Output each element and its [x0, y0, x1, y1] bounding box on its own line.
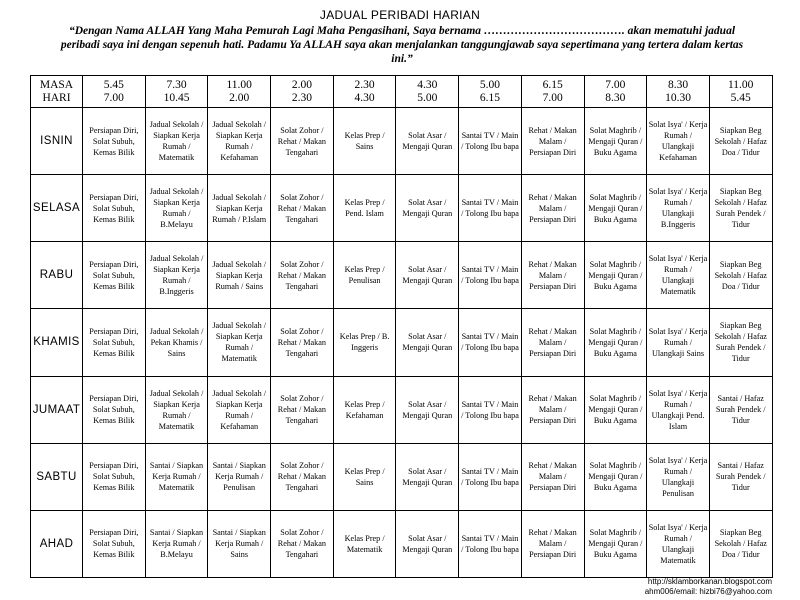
- activity-cell: Rehat / Makan Malam / Persiapan Diri: [521, 175, 584, 242]
- activity-cell: Solat Maghrib / Mengaji Quran / Buku Agama: [584, 242, 647, 309]
- page-title: JADUAL PERIBADI HARIAN: [319, 8, 481, 22]
- activity-cell: Solat Zohor / Rehat / Makan Tengahari: [271, 443, 334, 510]
- time-end: 5.45: [730, 91, 751, 104]
- time-start: 2.30: [354, 78, 375, 91]
- activity-cell: Kelas Prep / Sains: [333, 443, 396, 510]
- activity-cell: Siapkan Beg Sekolah / Hafaz Surah Pendek / Tidur: [709, 175, 772, 242]
- activity-cell: Santai TV / Main / Tolong Ibu bapa: [459, 443, 522, 510]
- time-end: 5.00: [417, 91, 438, 104]
- activity-cell: Solat Maghrib / Mengaji Quran / Buku Agama: [584, 376, 647, 443]
- time-end: 8.30: [605, 91, 626, 104]
- activity-cell: Santai TV / Main / Tolong Ibu bapa: [459, 510, 522, 577]
- schedule-body: [31, 108, 773, 578]
- activity-cell: Jadual Sekolah / Siapkan Kerja Rumah / Kefahaman: [208, 108, 271, 175]
- activity-cell: Solat Maghrib / Mengaji Quran / Buku Agama: [584, 108, 647, 175]
- activity-cell: Santai TV / Main / Tolong Ibu bapa: [459, 108, 522, 175]
- time-slot-header: [521, 76, 584, 108]
- day-label: KHAMIS: [31, 309, 83, 376]
- activity-cell: Jadual Sekolah / Siapkan Kerja Rumah / B.Inggeris: [145, 242, 208, 309]
- time-slot-header: [459, 76, 522, 108]
- footer-email: ahm006/email: hizbi76@yahoo.com: [644, 586, 772, 596]
- day-row: [31, 443, 773, 510]
- activity-cell: Rehat / Makan Malam / Persiapan Diri: [521, 309, 584, 376]
- activity-cell: Solat Isya' / Kerja Rumah / Ulangkaji Sains: [647, 309, 710, 376]
- time-start: 8.30: [667, 78, 689, 91]
- activity-cell: Solat Asar / Mengaji Quran: [396, 108, 459, 175]
- activity-cell: Santai TV / Main / Tolong Ibu bapa: [459, 175, 522, 242]
- time-start: 4.30: [417, 78, 438, 91]
- activity-cell: Persiapan Diri, Solat Subuh, Kemas Bilik: [83, 443, 146, 510]
- activity-cell: Santai TV / Main / Tolong Ibu bapa: [459, 376, 522, 443]
- activity-cell: Solat Zohor / Rehat / Makan Tengahari: [271, 242, 334, 309]
- activity-cell: Solat Zohor / Rehat / Makan Tengahari: [271, 510, 334, 577]
- activity-cell: Santai / Hafaz Surah Pendek / Tidur: [709, 443, 772, 510]
- activity-cell: Kelas Prep / Matematik: [333, 510, 396, 577]
- activity-cell: Solat Isya' / Kerja Rumah / Ulangkaji Pend. Islam: [647, 376, 710, 443]
- activity-cell: Rehat / Makan Malam / Persiapan Diri: [521, 242, 584, 309]
- activity-cell: Jadual Sekolah / Pekan Khamis / Sains: [145, 309, 208, 376]
- day-label: RABU: [31, 242, 83, 309]
- time-end: 2.30: [291, 91, 312, 104]
- day-row: [31, 376, 773, 443]
- activity-cell: Santai / Siapkan Kerja Rumah / Sains: [208, 510, 271, 577]
- day-label: ISNIN: [31, 108, 83, 175]
- schedule-table: [30, 75, 773, 578]
- activity-cell: Jadual Sekolah / Siapkan Kerja Rumah / Matematik: [145, 376, 208, 443]
- activity-cell: Solat Asar / Mengaji Quran: [396, 510, 459, 577]
- activity-cell: Solat Isya' / Kerja Rumah / Ulangkaji Matematik: [647, 510, 710, 577]
- activity-cell: Siapkan Beg Sekolah / Hafaz Doa / Tidur: [709, 510, 772, 577]
- time-slot-header: [145, 76, 208, 108]
- activity-cell: Santai / Siapkan Kerja Rumah / B.Melayu: [145, 510, 208, 577]
- activity-cell: Solat Isya' / Kerja Rumah / Ulangkaji B.Inggeris: [647, 175, 710, 242]
- activity-cell: Jadual Sekolah / Siapkan Kerja Rumah / P.Islam: [208, 175, 271, 242]
- activity-cell: Jadual Sekolah / Siapkan Kerja Rumah / Matematik: [145, 108, 208, 175]
- time-slot-header: [584, 76, 647, 108]
- time-end: 7.00: [103, 91, 124, 104]
- time-end: 7.00: [542, 91, 563, 104]
- footer: [645, 577, 772, 596]
- activity-cell: Solat Zohor / Rehat / Makan Tengahari: [271, 108, 334, 175]
- activity-cell: Solat Asar / Mengaji Quran: [396, 376, 459, 443]
- activity-cell: Solat Zohor / Rehat / Makan Tengahari: [271, 376, 334, 443]
- activity-cell: Siapkan Beg Sekolah / Hafaz Surah Pendek / Tidur: [709, 309, 772, 376]
- time-end: 6.15: [479, 91, 501, 104]
- time-start: 2.00: [291, 78, 312, 91]
- day-label: SELASA: [31, 175, 83, 242]
- activity-cell: Santai TV / Main / Tolong Ibu bapa: [459, 242, 522, 309]
- activity-cell: Persiapan Diri, Solat Subuh, Kemas Bilik: [83, 510, 146, 577]
- time-slot-header: [333, 76, 396, 108]
- time-start: 11.00: [226, 78, 252, 91]
- activity-cell: Rehat / Makan Malam / Persiapan Diri: [521, 376, 584, 443]
- time-start: 7.00: [605, 78, 626, 91]
- activity-cell: Solat Maghrib / Mengaji Quran / Buku Agama: [584, 443, 647, 510]
- activity-cell: Jadual Sekolah / Siapkan Kerja Rumah / Sains: [208, 242, 271, 309]
- activity-cell: Kelas Prep / B. Inggeris: [333, 309, 396, 376]
- time-start: 11.00: [727, 78, 754, 91]
- time-start: 5.45: [103, 78, 124, 91]
- activity-cell: Solat Isya' / Kerja Rumah / Ulangkaji Matematik: [647, 242, 710, 309]
- time-end: 2.00: [229, 91, 250, 104]
- activity-cell: Jadual Sekolah / Siapkan Kerja Rumah / B.Melayu: [145, 175, 208, 242]
- hari-label: HARI: [42, 91, 71, 104]
- pledge-text: “Dengan Nama ALLAH Yang Maha Pemurah Lagi Maha Pengasihani, Saya bernama ………………………………. akan mematuhi jadual peribadi saya ini dengan sepenuh hati. Padamu Ya ALLAH saya akan menjalankan tanggungjawab saya sepertimana yang tertera dalam kertas ini.”: [60, 25, 744, 65]
- masa-label: MASA: [39, 78, 74, 91]
- activity-cell: Solat Zohor / Rehat / Makan Tengahari: [271, 175, 334, 242]
- activity-cell: Kelas Prep / Pend. Islam: [333, 175, 396, 242]
- activity-cell: Solat Zohor / Rehat / Makan Tengahari: [271, 309, 334, 376]
- day-row: [31, 175, 773, 242]
- activity-cell: Rehat / Makan Malam / Persiapan Diri: [521, 108, 584, 175]
- activity-cell: Persiapan Diri, Solat Subuh, Kemas Bilik: [83, 309, 146, 376]
- footer-blog-url: http://sklamborkanan.blogspot.com: [647, 577, 772, 586]
- time-start: 6.15: [542, 78, 563, 91]
- activity-cell: Persiapan Diri, Solat Subuh, Kemas Bilik: [83, 108, 146, 175]
- day-row: [31, 510, 773, 577]
- activity-cell: Solat Maghrib / Mengaji Quran / Buku Agama: [584, 175, 647, 242]
- time-slot-header: [83, 76, 146, 108]
- day-row: [31, 242, 773, 309]
- activity-cell: Solat Maghrib / Mengaji Quran / Buku Agama: [584, 309, 647, 376]
- activity-cell: Santai TV / Main / Tolong Ibu bapa: [459, 309, 522, 376]
- day-label: SABTU: [31, 443, 83, 510]
- activity-cell: Solat Isya' / Kerja Rumah / Ulangkaji Penulisan: [647, 443, 710, 510]
- day-row: [31, 108, 773, 175]
- activity-cell: Santai / Siapkan Kerja Rumah / Matematik: [145, 443, 208, 510]
- activity-cell: Solat Isya' / Kerja Rumah / Ulangkaji Kefahaman: [647, 108, 710, 175]
- activity-cell: Kelas Prep / Kefahaman: [333, 376, 396, 443]
- header-row: [31, 76, 773, 108]
- time-slot-header: [396, 76, 459, 108]
- activity-cell: Solat Asar / Mengaji Quran: [396, 242, 459, 309]
- activity-cell: Kelas Prep / Sains: [333, 108, 396, 175]
- activity-cell: Persiapan Diri, Solat Subuh, Kemas Bilik: [83, 376, 146, 443]
- day-label: JUMAAT: [31, 376, 83, 443]
- time-start: 7.30: [166, 78, 187, 91]
- time-end: 10.30: [665, 91, 691, 104]
- activity-cell: Siapkan Beg Sekolah / Hafaz Doa / Tidur: [709, 108, 772, 175]
- time-slot-header: [709, 76, 772, 108]
- activity-cell: Rehat / Makan Malam / Persiapan Diri: [521, 510, 584, 577]
- masa-hari-header: [31, 76, 83, 108]
- activity-cell: Rehat / Makan Malam / Persiapan Diri: [521, 443, 584, 510]
- activity-cell: Persiapan Diri, Solat Subuh, Kemas Bilik: [83, 242, 146, 309]
- activity-cell: Solat Asar / Mengaji Quran: [396, 175, 459, 242]
- activity-cell: Solat Maghrib / Mengaji Quran / Buku Agama: [584, 510, 647, 577]
- activity-cell: Persiapan Diri, Solat Subuh, Kemas Bilik: [83, 175, 146, 242]
- activity-cell: Siapkan Beg Sekolah / Hafaz Doa / Tidur: [709, 242, 772, 309]
- activity-cell: Jadual Sekolah / Siapkan Kerja Rumah / Kefahaman: [208, 376, 271, 443]
- activity-cell: Santai / Siapkan Kerja Rumah / Penulisan: [208, 443, 271, 510]
- activity-cell: Solat Asar / Mengaji Quran: [396, 309, 459, 376]
- time-start: 5.00: [479, 78, 501, 91]
- time-end: 4.30: [354, 91, 375, 104]
- time-slot-header: [208, 76, 271, 108]
- activity-cell: Santai / Hafaz Surah Pendek / Tidur: [709, 376, 772, 443]
- activity-cell: Jadual Sekolah / Siapkan Kerja Rumah / Matematik: [208, 309, 271, 376]
- day-label: AHAD: [31, 510, 83, 577]
- day-row: [31, 309, 773, 376]
- time-slot-header: [271, 76, 334, 108]
- time-end: 10.45: [163, 91, 190, 104]
- activity-cell: Solat Asar / Mengaji Quran: [396, 443, 459, 510]
- activity-cell: Kelas Prep / Penulisan: [333, 242, 396, 309]
- time-slot-header: [647, 76, 710, 108]
